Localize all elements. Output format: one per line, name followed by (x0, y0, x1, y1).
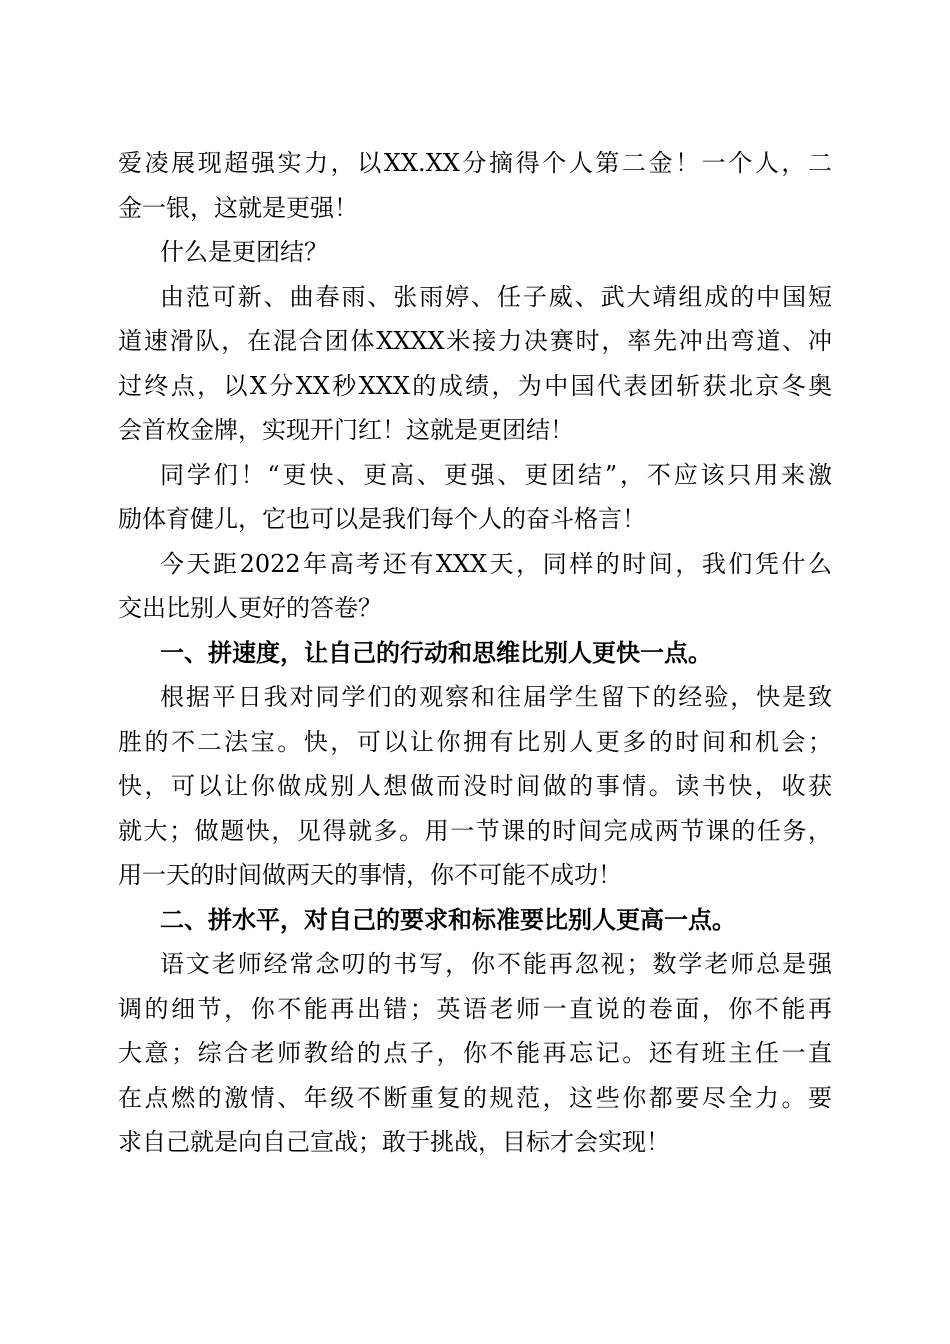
text-line: 金一银，这就是更强！ (118, 193, 358, 222)
text-line: 今天距2022年高考还有XXX天，同样的时间，我们凭什么 (160, 549, 832, 578)
heading-line: 二、拼水平，对自己的要求和标准要比别人更高一点。 (160, 904, 736, 934)
text-line: 励体育健儿，它也可以是我们每个人的奋斗格言！ (118, 505, 646, 533)
section-heading-speed (118, 631, 832, 676)
text-line: 同学们！“更快、更高、更强、更团结”，不应该只用来激 (160, 460, 832, 489)
text-line: 过终点，以X分XX秒XXX的成绩，为中国代表团斩获北京冬奥 (118, 371, 832, 400)
paragraph-speed (118, 675, 832, 898)
text-line: 交出比别人更好的答卷？ (118, 594, 382, 622)
text-line: 什么是更团结？ (160, 238, 328, 266)
paragraph-level (118, 942, 832, 1165)
text-line: 在点燃的激情、年级不断重复的规范，这些你都要尽全力。要 (118, 1083, 832, 1112)
paragraph-short-track-team (118, 275, 832, 453)
section-heading-level (118, 898, 832, 943)
heading-line: 一、拼速度，让自己的行动和思维比别人更快一点。 (160, 637, 712, 667)
text-line: 胜的不二法宝。快，可以让你拥有比别人更多的时间和机会； (118, 727, 832, 756)
text-line: 快，可以让你做成别人想做而没时间做的事情。读书快，收获 (118, 772, 832, 800)
text-line: 大意；综合老师教给的点子，你不能再忘记。还有班主任一直 (118, 1039, 832, 1067)
document-body (118, 141, 832, 1165)
text-line: 道速滑队，在混合团体XXXX米接力决赛时，率先冲出弯道、冲 (118, 327, 832, 355)
paragraph-unity-question (118, 230, 832, 275)
text-line: 调的细节，你不能再出错；英语老师一直说的卷面，你不能再 (118, 994, 832, 1023)
paragraph-exam-countdown (118, 542, 832, 631)
text-line: 根据平日我对同学们的观察和往届学生留下的经验，快是致 (160, 683, 832, 711)
text-line: 爱凌展现超强实力，以XX.XX分摘得个人第二金！一个人，二 (118, 149, 832, 177)
text-line: 会首枚金牌，实现开门红！这就是更团结！ (118, 416, 574, 444)
paragraph-strength-conclusion (118, 141, 832, 230)
text-line: 用一天的时间做两天的事情，你不可能不成功！ (118, 861, 622, 889)
text-line: 求自己就是向自己宣战；敢于挑战，目标才会实现！ (118, 1128, 670, 1156)
text-line: 就大；做题快，见得就多。用一节课的时间完成两节课的任务， (118, 816, 832, 845)
paragraph-motto (118, 453, 832, 542)
text-line: 语文老师经常念叨的书写，你不能再忽视；数学老师总是强 (160, 950, 832, 978)
text-line: 由范可新、曲春雨、张雨婷、任子威、武大靖组成的中国短 (160, 282, 832, 311)
